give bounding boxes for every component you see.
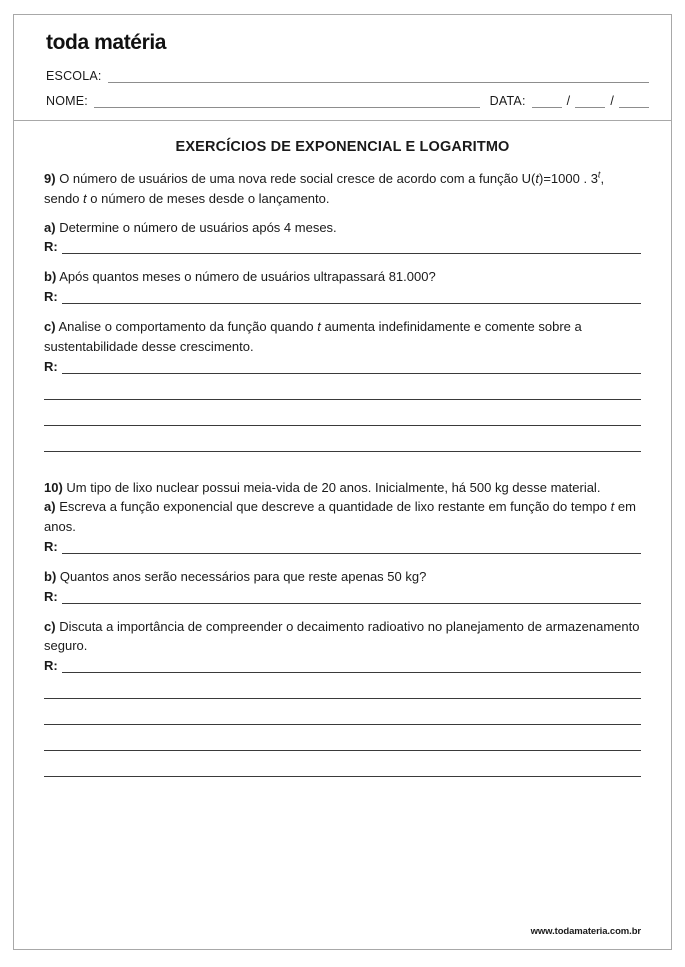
question-9c-variable: t <box>317 319 321 334</box>
question-10a-letter: a) <box>44 499 56 515</box>
answer-label: R: <box>44 538 58 554</box>
answer-label: R: <box>44 239 58 255</box>
brand-logo: toda matéria <box>46 31 167 54</box>
date-day-input[interactable] <box>532 96 562 108</box>
footer-url: www.todamateria.com.br <box>530 926 641 937</box>
question-10-number: 10) <box>44 479 63 495</box>
question-10c-text <box>44 617 641 657</box>
question-10-stem-body: Um tipo de lixo nuclear possui meia-vida de 20 anos. Inicialmente, há 500 kg desse material. <box>66 479 601 495</box>
page-title: EXERCÍCIOS DE EXPONENCIAL E LOGARITMO <box>175 139 510 155</box>
answer-writing-line[interactable] <box>62 240 641 254</box>
question-9-stem-part1: O número de usuários de uma nova rede social cresce de acordo com a função U( <box>59 171 536 186</box>
spacer <box>44 554 641 567</box>
question-10a-body-part2: em anos. <box>44 499 636 534</box>
escola-input-line[interactable] <box>108 71 649 83</box>
question-9c-letter: c) <box>44 319 56 334</box>
nome-data-field-row <box>46 94 649 108</box>
date-month-input[interactable] <box>575 96 605 108</box>
answer-writing-line[interactable] <box>44 426 641 452</box>
question-10 <box>44 478 641 778</box>
nome-input-line[interactable] <box>94 96 480 108</box>
spacer <box>44 604 641 617</box>
question-10c-answer <box>44 658 641 673</box>
date-separator-2: / <box>610 94 614 108</box>
question-10a-text <box>44 497 641 537</box>
answer-writing-line[interactable] <box>62 659 641 673</box>
answer-writing-line[interactable] <box>62 360 641 374</box>
worksheet-body <box>14 121 671 949</box>
question-10b-body: Quantos anos serão necessários para que reste apenas 50 kg? <box>59 568 427 584</box>
page-header <box>14 15 671 121</box>
question-9b-text <box>44 267 641 287</box>
question-9 <box>44 169 641 452</box>
answer-writing-line[interactable] <box>44 699 641 725</box>
question-9b-body: Após quantos meses o número de usuários ultrapassará 81.000? <box>59 269 436 285</box>
question-9-number: 9) <box>44 171 56 186</box>
question-9c-answer <box>44 359 641 374</box>
question-10c-body: Discuta a importância de compreender o decaimento radioativo no planejamento de armazenamento seguro. <box>44 618 640 654</box>
answer-writing-line[interactable] <box>62 540 641 554</box>
answer-writing-line[interactable] <box>44 725 641 751</box>
question-9b-letter: b) <box>44 269 57 285</box>
answer-writing-line[interactable] <box>62 290 641 304</box>
answer-label: R: <box>44 588 58 604</box>
question-9b-answer <box>44 289 641 304</box>
question-10a-body-part1: Escreva a função exponencial que descreve a quantidade de lixo restante em função do tempo <box>59 499 611 515</box>
date-separator-1: / <box>566 94 571 108</box>
question-9-stem-part4: o número de meses desde o lançamento. <box>86 190 330 206</box>
answer-writing-line[interactable] <box>44 673 641 699</box>
escola-label: ESCOLA: <box>46 69 102 83</box>
answer-label: R: <box>44 658 58 673</box>
date-year-input[interactable] <box>619 96 649 108</box>
nome-label: NOME: <box>46 94 88 108</box>
answer-writing-line[interactable] <box>44 751 641 777</box>
spacer <box>44 254 641 267</box>
answer-writing-line[interactable] <box>44 400 641 426</box>
question-9c-body-part1: Analise o comportamento da função quando <box>58 319 318 334</box>
spacer <box>44 452 641 478</box>
worksheet-page <box>13 14 672 950</box>
escola-field-row <box>46 69 649 83</box>
answer-label: R: <box>44 289 58 304</box>
question-9-stem <box>44 169 641 209</box>
question-10c-letter: c) <box>44 618 56 634</box>
question-10a-answer <box>44 539 641 554</box>
answer-writing-line[interactable] <box>44 374 641 400</box>
answer-label: R: <box>44 358 58 374</box>
spacer <box>44 209 641 218</box>
question-9a-answer <box>44 239 641 254</box>
question-10b-letter: b) <box>44 568 57 584</box>
question-9-stem-part3: , sendo <box>44 171 605 206</box>
question-9c-text <box>44 317 641 357</box>
question-9c-body-part2: aumenta indefinidamente e comente sobre a sustentabilidade desse crescimento. <box>44 319 582 354</box>
date-field-group <box>490 94 649 108</box>
question-9a-body: Determine o número de usuários após 4 meses. <box>59 219 337 235</box>
question-10b-text <box>44 567 641 587</box>
question-9-variable-2: t <box>83 190 87 206</box>
question-9-exponent: t <box>597 169 601 180</box>
question-10-stem <box>44 478 641 498</box>
question-10a-variable: t <box>610 499 615 515</box>
question-9a-text <box>44 218 641 238</box>
answer-writing-line[interactable] <box>62 590 641 604</box>
data-label: DATA: <box>489 94 526 108</box>
question-9-stem-part2: )=1000 . 3 <box>539 171 598 186</box>
question-9-variable-1: t <box>535 171 540 186</box>
spacer <box>44 304 641 317</box>
question-10b-answer <box>44 589 641 604</box>
question-9a-letter: a) <box>44 219 56 235</box>
